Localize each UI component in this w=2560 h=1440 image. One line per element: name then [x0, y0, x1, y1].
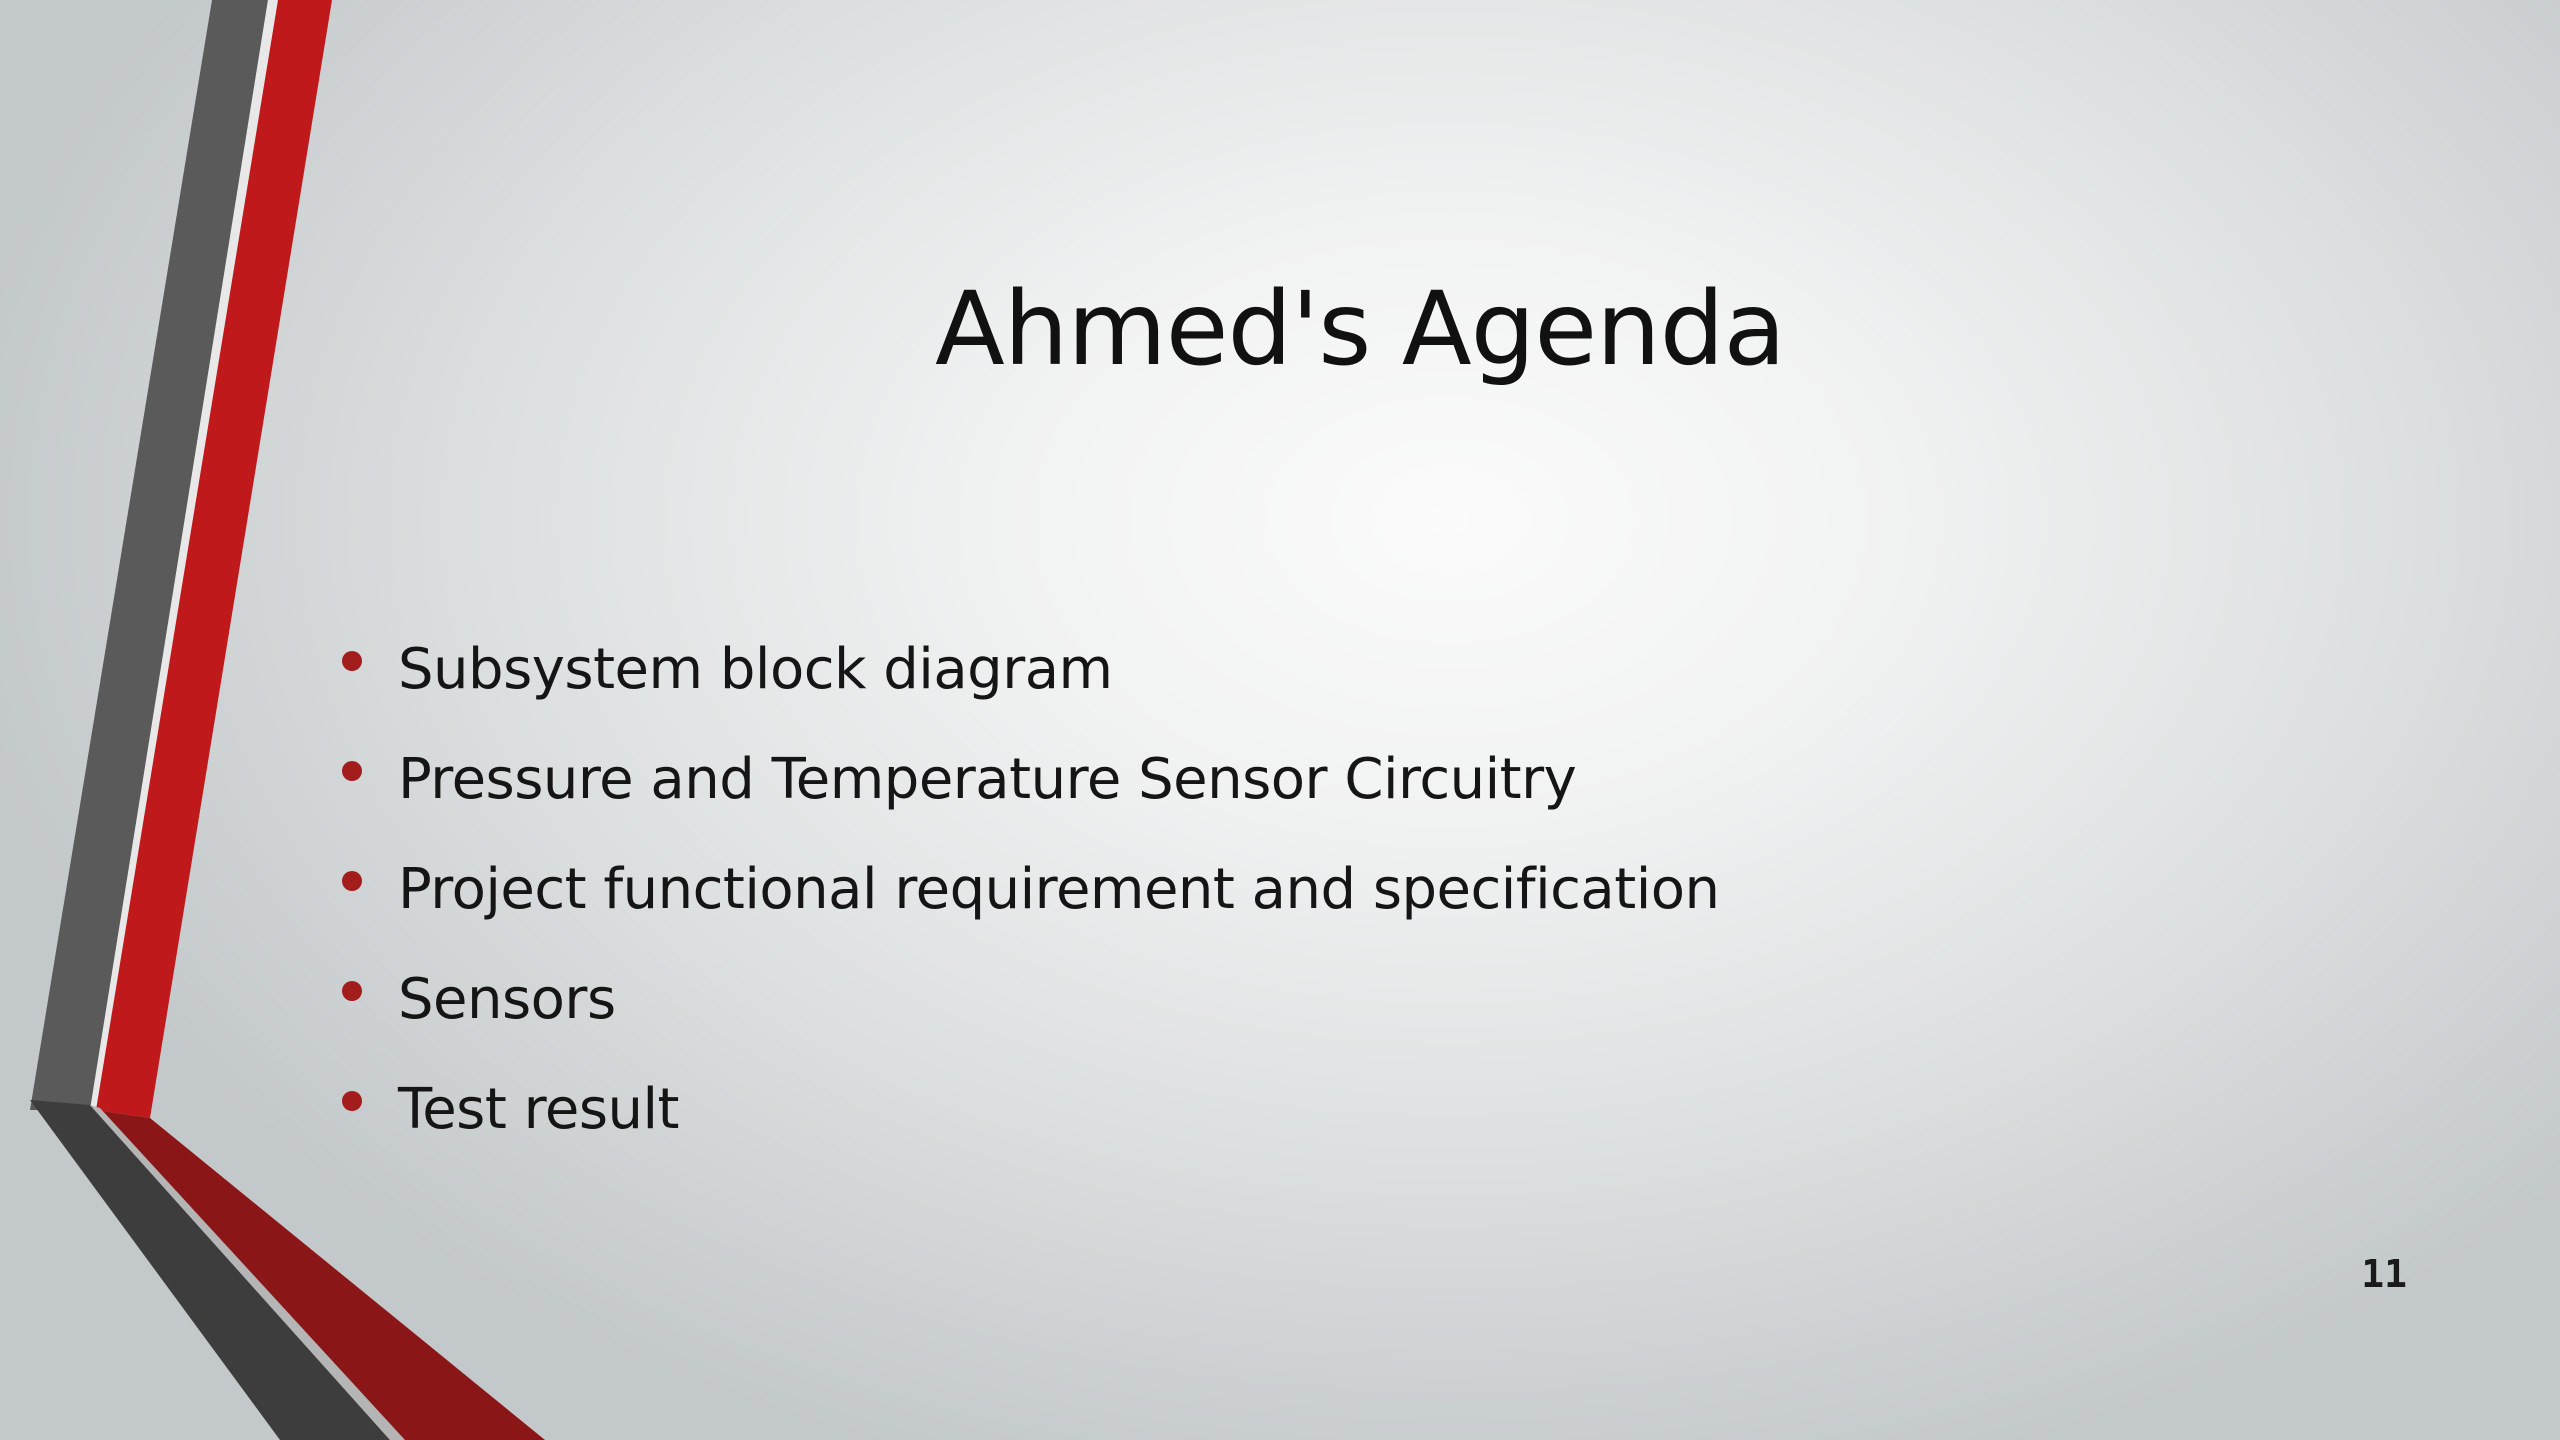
list-item-text: Sensors [398, 967, 616, 1032]
list-item [338, 955, 1720, 1065]
list-item-text: Test result [398, 1077, 680, 1142]
bullet-icon [342, 871, 362, 891]
list-item-text: Project functional requirement and specification [398, 857, 1720, 922]
bullet-icon [342, 761, 362, 781]
list-item [338, 1065, 1720, 1175]
slide-title: Ahmed's Agenda [934, 270, 1786, 389]
page-number: 11 [2361, 1252, 2407, 1296]
bullet-icon [342, 1091, 362, 1111]
list-item-text: Pressure and Temperature Sensor Circuitry [398, 747, 1577, 812]
bullet-icon [342, 651, 362, 671]
agenda-list [338, 625, 1720, 1175]
stripe-gap [90, 0, 278, 1110]
list-item [338, 625, 1720, 735]
list-item [338, 845, 1720, 955]
bullet-icon [342, 981, 362, 1001]
list-item [338, 735, 1720, 845]
list-item-text: Subsystem block diagram [398, 637, 1113, 702]
